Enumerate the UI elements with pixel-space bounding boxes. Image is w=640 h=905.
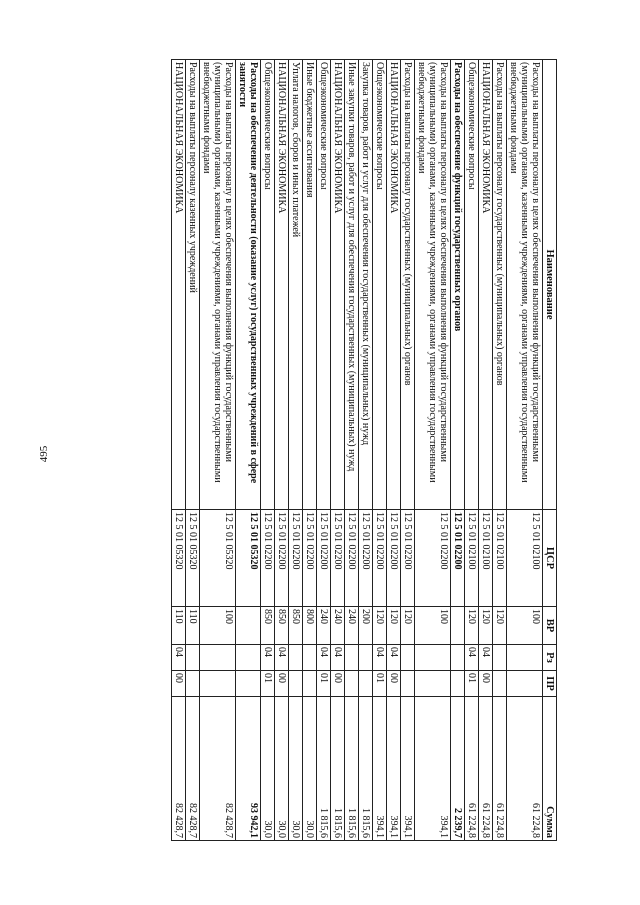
cell-pr xyxy=(200,671,236,697)
table-row xyxy=(493,60,507,841)
cell-csr: 12 5 01 02200 xyxy=(345,510,359,607)
cell-vr: 110 xyxy=(172,607,186,645)
cell-pr: 00 xyxy=(387,671,401,697)
cell-rz xyxy=(401,645,415,671)
cell-sum: 30,0 xyxy=(303,697,317,841)
cell-pr: 00 xyxy=(331,671,345,697)
cell-name: Расходы на выплаты персоналу в целях обеспечения выполнения функций государственными (муниципальными) органами, казенными учреждениями, органами управления государственными внебюджетными фондами xyxy=(415,60,451,510)
cell-rz xyxy=(493,645,507,671)
cell-csr: 12 5 01 02200 xyxy=(317,510,331,607)
cell-sum: 30,0 xyxy=(275,697,289,841)
cell-pr xyxy=(236,671,261,697)
table-row xyxy=(415,60,451,841)
cell-rz: 04 xyxy=(261,645,275,671)
table-body xyxy=(172,60,543,841)
cell-sum: 2 239,7 xyxy=(451,697,465,841)
table-row xyxy=(331,60,345,841)
table-row xyxy=(303,60,317,841)
cell-csr: 12 5 01 05320 xyxy=(200,510,236,607)
table-row xyxy=(172,60,186,841)
table-row xyxy=(200,60,236,841)
cell-rz xyxy=(415,645,451,671)
cell-vr: 100 xyxy=(507,607,543,645)
cell-csr: 12 5 01 02200 xyxy=(451,510,465,607)
cell-rz xyxy=(200,645,236,671)
table-row xyxy=(451,60,465,841)
table-row xyxy=(465,60,479,841)
cell-sum: 1 815,6 xyxy=(317,697,331,841)
budget-table xyxy=(171,59,557,841)
table-header-row xyxy=(543,60,557,841)
cell-vr: 120 xyxy=(465,607,479,645)
header-name: Наименование xyxy=(543,60,557,510)
cell-name: Расходы на обеспечение функций государственных органов xyxy=(451,60,465,510)
cell-rz xyxy=(289,645,303,671)
cell-name: Общеэкономические вопросы xyxy=(317,60,331,510)
cell-pr xyxy=(451,671,465,697)
cell-sum: 394,1 xyxy=(373,697,387,841)
cell-vr: 240 xyxy=(317,607,331,645)
cell-pr: 01 xyxy=(465,671,479,697)
cell-name: Расходы на выплаты персоналу в целях обеспечения выполнения функций государственными (муниципальными) органами, казенными учреждениями, органами управления государственными внебюджетными фондами xyxy=(200,60,236,510)
cell-name: Расходы на выплаты персоналу государственных (муниципальных) органов xyxy=(493,60,507,510)
cell-sum: 394,1 xyxy=(415,697,451,841)
cell-sum: 30,0 xyxy=(289,697,303,841)
cell-csr: 12 5 01 02200 xyxy=(331,510,345,607)
header-csr: ЦСР xyxy=(543,510,557,607)
cell-pr xyxy=(303,671,317,697)
table-row xyxy=(289,60,303,841)
cell-csr: 12 5 01 02200 xyxy=(373,510,387,607)
cell-pr xyxy=(345,671,359,697)
table-row xyxy=(345,60,359,841)
cell-sum: 394,1 xyxy=(401,697,415,841)
table-row xyxy=(401,60,415,841)
cell-sum: 93 942,1 xyxy=(236,697,261,841)
cell-name: Расходы на выплаты персоналу казенных учреждений xyxy=(186,60,200,510)
cell-vr: 850 xyxy=(261,607,275,645)
cell-sum: 61 224,8 xyxy=(479,697,493,841)
cell-csr: 12 5 01 02200 xyxy=(261,510,275,607)
cell-pr: 00 xyxy=(172,671,186,697)
cell-csr: 12 5 01 05320 xyxy=(186,510,200,607)
cell-name: НАЦИОНАЛЬНАЯ ЭКОНОМИКА xyxy=(172,60,186,510)
header-vr: ВР xyxy=(543,607,557,645)
cell-sum: 61 224,8 xyxy=(465,697,479,841)
cell-pr xyxy=(289,671,303,697)
cell-rz xyxy=(186,645,200,671)
cell-pr xyxy=(401,671,415,697)
cell-sum: 30,0 xyxy=(261,697,275,841)
cell-csr: 12 5 01 02100 xyxy=(493,510,507,607)
cell-name: Общеэкономические вопросы xyxy=(261,60,275,510)
cell-csr: 12 5 01 02100 xyxy=(507,510,543,607)
cell-pr xyxy=(186,671,200,697)
cell-vr: 100 xyxy=(200,607,236,645)
cell-vr: 120 xyxy=(387,607,401,645)
cell-pr xyxy=(507,671,543,697)
cell-rz: 04 xyxy=(317,645,331,671)
table-row xyxy=(373,60,387,841)
cell-rz xyxy=(345,645,359,671)
cell-vr: 100 xyxy=(415,607,451,645)
cell-rz xyxy=(303,645,317,671)
cell-sum: 394,1 xyxy=(387,697,401,841)
cell-name: Закупка товаров, работ и услуг для обеспечения государственных (муниципальных) нужд xyxy=(359,60,373,510)
cell-rz: 04 xyxy=(373,645,387,671)
cell-vr: 240 xyxy=(331,607,345,645)
cell-csr: 12 5 01 02200 xyxy=(359,510,373,607)
cell-sum: 1 815,6 xyxy=(345,697,359,841)
cell-name: НАЦИОНАЛЬНАЯ ЭКОНОМИКА xyxy=(479,60,493,510)
cell-name: Уплата налогов, сборов и иных платежей xyxy=(289,60,303,510)
cell-vr: 850 xyxy=(275,607,289,645)
cell-name: Расходы на обеспечение деятельности (оказание услуг) государственных учреждений в сфере занятости xyxy=(236,60,261,510)
cell-rz: 04 xyxy=(465,645,479,671)
cell-pr: 01 xyxy=(317,671,331,697)
cell-csr: 12 5 01 05320 xyxy=(172,510,186,607)
cell-name: НАЦИОНАЛЬНАЯ ЭКОНОМИКА xyxy=(387,60,401,510)
cell-csr: 12 5 01 02200 xyxy=(275,510,289,607)
cell-pr: 01 xyxy=(373,671,387,697)
cell-rz xyxy=(507,645,543,671)
cell-rz: 04 xyxy=(275,645,289,671)
cell-sum: 61 224,8 xyxy=(493,697,507,841)
table-row xyxy=(275,60,289,841)
cell-rz xyxy=(451,645,465,671)
cell-rz xyxy=(236,645,261,671)
cell-vr: 200 xyxy=(359,607,373,645)
header-rz: Рз xyxy=(543,645,557,671)
cell-csr: 12 5 01 02100 xyxy=(479,510,493,607)
table-row xyxy=(186,60,200,841)
cell-pr xyxy=(359,671,373,697)
header-sum: Сумма xyxy=(543,697,557,841)
cell-pr: 00 xyxy=(275,671,289,697)
cell-csr: 12 5 01 02200 xyxy=(401,510,415,607)
cell-sum: 61 224,8 xyxy=(507,697,543,841)
cell-sum: 1 815,6 xyxy=(331,697,345,841)
cell-name: НАЦИОНАЛЬНАЯ ЭКОНОМИКА xyxy=(331,60,345,510)
cell-csr: 12 5 01 02200 xyxy=(387,510,401,607)
cell-csr: 12 5 01 05320 xyxy=(236,510,261,607)
cell-rz: 04 xyxy=(331,645,345,671)
cell-csr: 12 5 01 02200 xyxy=(415,510,451,607)
cell-vr: 800 xyxy=(303,607,317,645)
cell-name: Общеэкономические вопросы xyxy=(465,60,479,510)
cell-vr: 120 xyxy=(373,607,387,645)
page-number: 495 xyxy=(38,445,50,463)
cell-vr: 240 xyxy=(345,607,359,645)
cell-name: Общеэкономические вопросы xyxy=(373,60,387,510)
cell-csr: 12 5 01 02200 xyxy=(289,510,303,607)
cell-vr: 110 xyxy=(186,607,200,645)
table-row xyxy=(236,60,261,841)
cell-vr xyxy=(451,607,465,645)
table-row xyxy=(507,60,543,841)
cell-name: Иные закупки товаров, работ и услуг для обеспечения государственных (муниципальных) нужд xyxy=(345,60,359,510)
cell-sum: 82 428,7 xyxy=(186,697,200,841)
cell-name: НАЦИОНАЛЬНАЯ ЭКОНОМИКА xyxy=(275,60,289,510)
table-row xyxy=(317,60,331,841)
cell-sum: 82 428,7 xyxy=(200,697,236,841)
cell-name: Расходы на выплаты персоналу государственных (муниципальных) органов xyxy=(401,60,415,510)
header-pr: ПР xyxy=(543,671,557,697)
table-row xyxy=(261,60,275,841)
cell-csr: 12 5 01 02100 xyxy=(465,510,479,607)
cell-vr: 850 xyxy=(289,607,303,645)
table-row xyxy=(479,60,493,841)
cell-vr: 120 xyxy=(493,607,507,645)
cell-name: Иные бюджетные ассигнования xyxy=(303,60,317,510)
cell-rz: 04 xyxy=(387,645,401,671)
cell-vr: 120 xyxy=(479,607,493,645)
cell-pr xyxy=(493,671,507,697)
budget-table-container xyxy=(87,59,557,840)
cell-vr: 120 xyxy=(401,607,415,645)
table-row xyxy=(359,60,373,841)
cell-rz xyxy=(359,645,373,671)
cell-pr: 01 xyxy=(261,671,275,697)
cell-sum: 82 428,7 xyxy=(172,697,186,841)
cell-sum: 1 815,6 xyxy=(359,697,373,841)
cell-pr xyxy=(415,671,451,697)
cell-rz: 04 xyxy=(479,645,493,671)
cell-vr xyxy=(236,607,261,645)
cell-pr: 00 xyxy=(479,671,493,697)
cell-rz: 04 xyxy=(172,645,186,671)
table-row xyxy=(387,60,401,841)
cell-name: Расходы на выплаты персоналу в целях обеспечения выполнения функций государственными (муниципальными) органами, казенными учреждениями, органами управления государственными внебюджетными фондами xyxy=(507,60,543,510)
cell-csr: 12 5 01 02200 xyxy=(303,510,317,607)
